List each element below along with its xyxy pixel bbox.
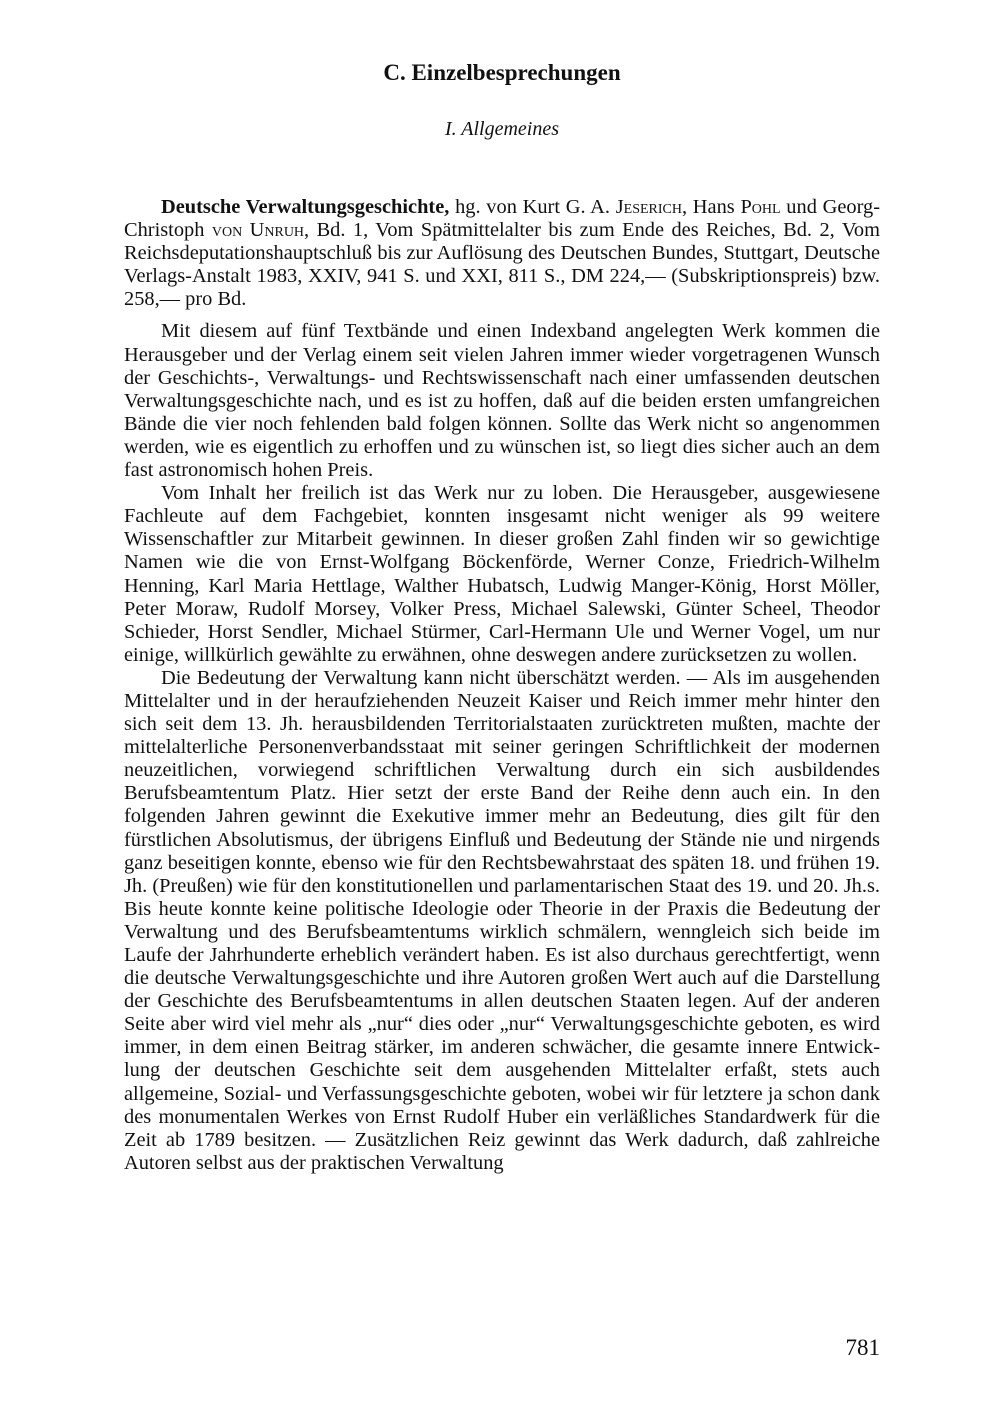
editor-surname: von Unruh [211, 219, 305, 242]
biblio-text: , Hans [681, 196, 741, 218]
page-number: 781 [845, 1335, 880, 1360]
biblio-text: und Georg-Christoph [124, 196, 880, 242]
biblio-text: hg. von Kurt G. A. [449, 196, 616, 218]
editor-surname: Jeserich [615, 196, 682, 218]
section-heading: C. Einzelbesprechungen [383, 60, 621, 85]
paragraph: Vom Inhalt her freilich ist das Werk nur zu loben. Die Herausgeber, ausgewiesene Fachleute auf dem Fachgebiet, konnten insgesamt nicht weniger als 99 weitere Wissenschaftler zur Mitarbeit gewinnen. In dieser großen Zahl finden wir so gewichtige Namen wie die von Ernst-Wolfgang Böckenförde, Werner Conze, Friedrich-Wilhelm Henning, Karl Maria Hettlage, Walther Hubatsch, Ludwig Manger-König, Horst Möller, Peter Moraw, Rudolf Morsey, Volker Press, Michael Salewski, Günter Scheel, Theodor Schieder, Horst Sendler, Michael Stürmer, Carl-Hermann Ule und Werner Vogel, um nur einige, willkürlich gewählte zu erwähnen, ohne deswegen andere zurücksetzen zu wollen. [124, 482, 880, 666]
editor-surname: Pohl [740, 196, 781, 218]
biblio-text: , Bd. 1, Vom Spätmittelalter bis zum Ende des Reiches, Bd. 2, Vom Reichsdeputationshauptschluß bis zur Auflösung des Deutschen Bundes, Stuttgart, Deutsche Verlags-Anstalt 1983, XXIV, 941 S. und XXI, 811 S., DM 224,— (Subskriptionspreis) bzw. 258,— pro Bd. [124, 219, 880, 311]
review-body [124, 196, 880, 1175]
reviewed-work-title: Deutsche Verwaltungsgeschichte, [161, 196, 450, 218]
document-page [124, 0, 880, 1419]
bibliographic-entry [124, 196, 880, 311]
paragraph: Die Bedeutung der Verwaltung kann nicht überschätzt werden. — Als im ausgehenden Mittelalter und in der heraufziehenden Neuzeit Kaiser und Reich immer mehr hinter den sich seit dem 13. Jh. herausbildenden Territorialstaaten zurücktreten mußten, machte der mittelalterliche Personenverbandsstaat mit seiner geringen Schriftlichkeit der modernen neuzeitlichen, vorwiegend schriftlichen Verwaltung durch ein sich ausbildendes Berufsbeamtentum Platz. Hier setzt der erste Band der Reihe denn auch ein. In den folgenden Jahren gewinnt die Exekutive immer mehr an Bedeutung, dies gilt für den fürstlichen Absolutismus, der übrigens Einfluß und Bedeutung der Stände nie und nirgends ganz beseitigen konnte, ebenso wie für den Rechtsbewahrstaat des späten 18. und frühen 19. Jh. (Preußen) wie für den konstitutionellen und parlamentarischen Staat des 19. und 20. Jh.s. Bis heute konnte keine politische Ideologie oder Theorie in der Praxis die Bedeutung der Verwaltung und des Berufsbeamtentums wirklich schmälern, wenngleich sich beide im Laufe der Jahrhunderte erheblich verändert haben. Es ist also durchaus gerechtfertigt, wenn die deutsche Verwaltungsgeschichte und ihre Autoren großen Wert auch auf die Darstellung der Geschichte des Berufsbeamtentums in allen deutschen Staaten legen. Auf der anderen Seite aber wird viel mehr als „nur“ dies oder „nur“ Verwaltungsgeschichte geboten, es wird immer, in dem einen Beitrag stärker, im anderen schwächer, die gesamte innere Entwicklung der deutschen Geschichte seit dem ausgehenden Mittelalter erfaßt, stets auch allgemeine, Sozial- und Verfassungsgeschichte geboten, wobei wir für letztere ja schon dank des monumentalen Werkes von Ernst Rudolf Huber ein verläßliches Standardwerk für die Zeit ab 1789 besitzen. — Zusätzlichen Reiz gewinnt das Werk dadurch, daß zahlreiche Autoren selbst aus der praktischen Verwaltung [124, 666, 880, 1174]
paragraph: Mit diesem auf fünf Textbände und einen Indexband angelegten Werk kommen die Herausgeber und der Verlag einem seit vielen Jahren immer wieder vorgetragenen Wunsch der Geschichts-, Verwaltungs- und Rechtswissenschaft nach einer umfassenden deutschen Verwaltungsgeschichte nach, und es ist zu hoffen, daß auf die beiden ersten umfangreichen Bände die vier noch fehlenden bald folgen können. Sollte das Werk nicht so angenommen werden, wie es eigentlich zu erhoffen und zu wünschen ist, so liegt dies sicher auch an dem fast astronomisch hohen Preis. [124, 320, 880, 482]
subsection-heading: I. Allgemeines [444, 118, 560, 140]
